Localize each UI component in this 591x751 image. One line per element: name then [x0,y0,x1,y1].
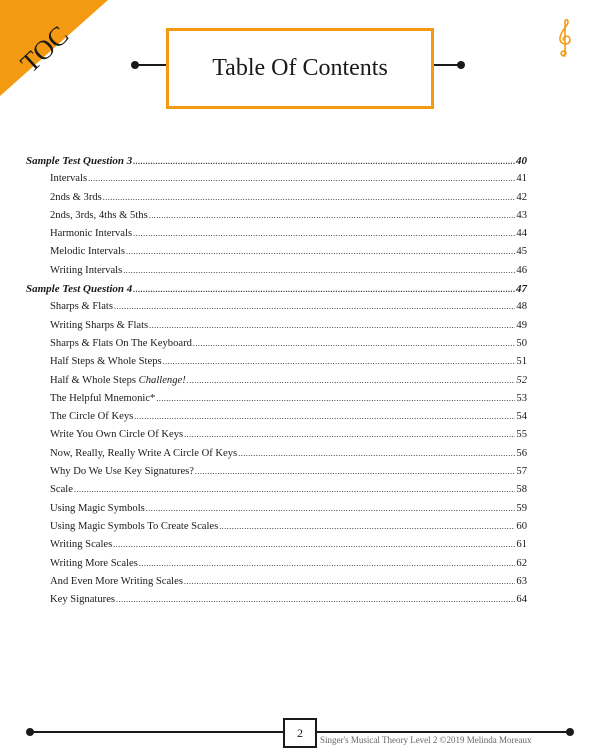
toc-entry-page: 40 [516,155,527,167]
dot-leader [238,445,515,463]
toc-entry-title [50,463,194,481]
toc-entry-title-text: Writing Sharps & Flats [50,319,149,331]
toc-section-row[interactable] [26,280,527,298]
toc-entry-page: 49 [516,319,527,331]
toc-entry-title [50,445,237,463]
toc-entry-title [50,298,113,316]
toc-entry-title-text: 2nds, 3rds, 4ths & 5ths [50,209,148,221]
toc-entry-title-text: Melodic Intervals [50,246,126,258]
toc-entry-row[interactable] [26,591,527,609]
toc-entry-title [50,189,102,207]
toc-entry-title [50,262,122,280]
page-title: Table Of Contents [212,55,388,81]
toc-entry-title-text: Key Signatures [50,594,116,606]
toc-entry-title [50,390,155,408]
toc-list [26,152,527,609]
toc-entry-page: 63 [516,575,527,587]
toc-entry-page: 55 [516,429,527,441]
toc-entry-title [50,536,112,554]
dot-leader [156,390,515,408]
toc-entry-title-text: The Circle Of Keys [50,411,134,423]
toc-entry-row[interactable] [26,408,527,426]
toc-entry-row[interactable] [26,243,527,261]
toc-entry-page: 42 [516,191,527,203]
toc-entry-title [50,408,133,426]
dot-leader [113,536,515,554]
toc-entry-title-text: Scale [50,484,73,496]
toc-entry-page: 64 [516,594,527,606]
toc-entry-title-text: Write You Own Circle Of Keys [50,429,184,441]
dot-leader [88,170,515,188]
toc-entry-title-text: Why Do We Use Key Signatures? [50,466,194,478]
toc-entry-title-text: Intervals [50,173,88,185]
toc-entry-title-text: Writing More Scales [50,557,138,569]
toc-entry-title-text: Half Steps & Whole Steps [50,356,162,368]
dot-leader [139,555,516,573]
toc-entry-title [50,573,183,591]
toc-entry-page: 51 [516,356,527,368]
toc-entry-row[interactable] [26,390,527,408]
toc-tab-label: TOC [14,19,75,79]
toc-entry-page: 53 [516,392,527,404]
dot-leader [193,335,515,353]
toc-entry-title-text: Now, Really, Really Write A Circle Of Keys [50,447,238,459]
title-box [166,28,434,109]
dot-leader [187,372,516,390]
dot-leader [149,207,516,225]
dot-leader [126,243,515,261]
toc-entry-title-text: Using Magic Symbols To Create Scales [50,520,219,532]
toc-entry-title [50,426,183,444]
toc-entry-row[interactable] [26,317,527,335]
toc-entry-title [50,591,115,609]
dot-leader [133,281,515,299]
toc-entry-title [50,372,186,390]
toc-entry-title-text: Writing Intervals [50,264,123,276]
toc-entry-row[interactable] [26,170,527,188]
toc-entry-page: 62 [516,557,527,569]
header-rule-left-dot [131,61,139,69]
toc-entry-page: 61 [516,539,527,551]
page-number [283,718,317,748]
toc-corner-tab[interactable] [0,0,108,96]
toc-entry-row[interactable] [26,481,527,499]
toc-entry-row[interactable] [26,426,527,444]
toc-entry-page: 48 [516,301,527,313]
toc-entry-page: 44 [516,228,527,240]
toc-entry-title [50,243,125,261]
toc-entry-row[interactable] [26,189,527,207]
toc-entry-row[interactable] [26,335,527,353]
dot-leader [149,317,515,335]
dot-leader [123,262,515,280]
toc-entry-title [50,335,192,353]
toc-entry-title-text: 2nds & 3rds [50,191,102,203]
toc-entry-title [26,152,132,170]
toc-entry-row[interactable] [26,207,527,225]
dot-leader [219,518,515,536]
dot-leader [163,353,516,371]
toc-entry-page: 41 [516,173,527,185]
toc-entry-title [50,353,162,371]
toc-entry-row[interactable] [26,518,527,536]
toc-entry-title [50,207,148,225]
toc-entry-title [50,317,148,335]
toc-entry-row[interactable] [26,463,527,481]
treble-clef-icon [556,18,574,58]
dot-leader [74,481,515,499]
dot-leader [116,591,515,609]
dot-leader [133,153,515,171]
copyright-text: Singer's Musical Theory Level 2 ©2019 Melinda Moreaux [320,735,532,745]
toc-entry-page: 54 [516,411,527,423]
toc-entry-row[interactable] [26,555,527,573]
toc-entry-title-text: Sharps & Flats On The Keyboard [50,337,192,349]
toc-entry-row[interactable] [26,500,527,518]
toc-section-row[interactable] [26,152,527,170]
toc-entry-title-text: Half & Whole Steps [50,374,139,386]
toc-entry-title [50,555,138,573]
toc-entry-title-text: Sample Test Question 3 [26,155,133,167]
toc-entry-title [50,518,218,536]
dot-leader [103,189,516,207]
footer-rule-left-dot [26,728,34,736]
header-rule-right-dot [457,61,465,69]
toc-entry-page: 52 [516,374,527,386]
toc-entry-title-text: Using Magic Symbols [50,502,145,514]
toc-entry-page: 50 [516,337,527,349]
toc-entry-title-emphasis: Challenge! [138,374,186,386]
dot-leader [184,426,515,444]
toc-entry-row[interactable] [26,225,527,243]
toc-entry-row[interactable] [26,536,527,554]
toc-entry-row[interactable] [26,353,527,371]
dot-leader [146,500,516,518]
toc-entry-title [50,170,87,188]
dot-leader [195,463,515,481]
toc-entry-title [50,500,145,518]
toc-entry-row[interactable] [26,445,527,463]
toc-entry-page: 60 [516,520,527,532]
toc-entry-page: 46 [516,264,527,276]
toc-entry-row[interactable] [26,372,527,390]
toc-entry-page: 58 [516,484,527,496]
toc-entry-title-text: Writing Scales [50,539,113,551]
toc-entry-page: 45 [516,246,527,258]
toc-entry-title [50,481,73,499]
toc-entry-page: 47 [516,283,527,296]
toc-entry-row[interactable] [26,298,527,316]
toc-entry-title-text: And Even More Writing Scales [50,575,183,587]
page-number-label: 2 [297,725,303,740]
dot-leader [134,408,515,426]
toc-entry-title-text: Sharps & Flats [50,301,113,313]
dot-leader [184,573,515,591]
toc-entry-title-text: The Helpful Mnemonic* [50,392,156,404]
dot-leader [114,298,515,316]
toc-entry-page: 43 [516,209,527,221]
toc-entry-row[interactable] [26,262,527,280]
toc-entry-page: 56 [516,447,527,459]
dot-leader [133,225,515,243]
toc-entry-title-text: Sample Test Question 4 [26,283,133,296]
toc-entry-row[interactable] [26,573,527,591]
toc-entry-page: 59 [516,502,527,514]
toc-entry-title [50,225,132,243]
toc-entry-page: 57 [516,466,527,478]
toc-entry-title [26,280,132,298]
footer-rule-right-dot [566,728,574,736]
toc-entry-title-text: Harmonic Intervals [50,228,133,240]
